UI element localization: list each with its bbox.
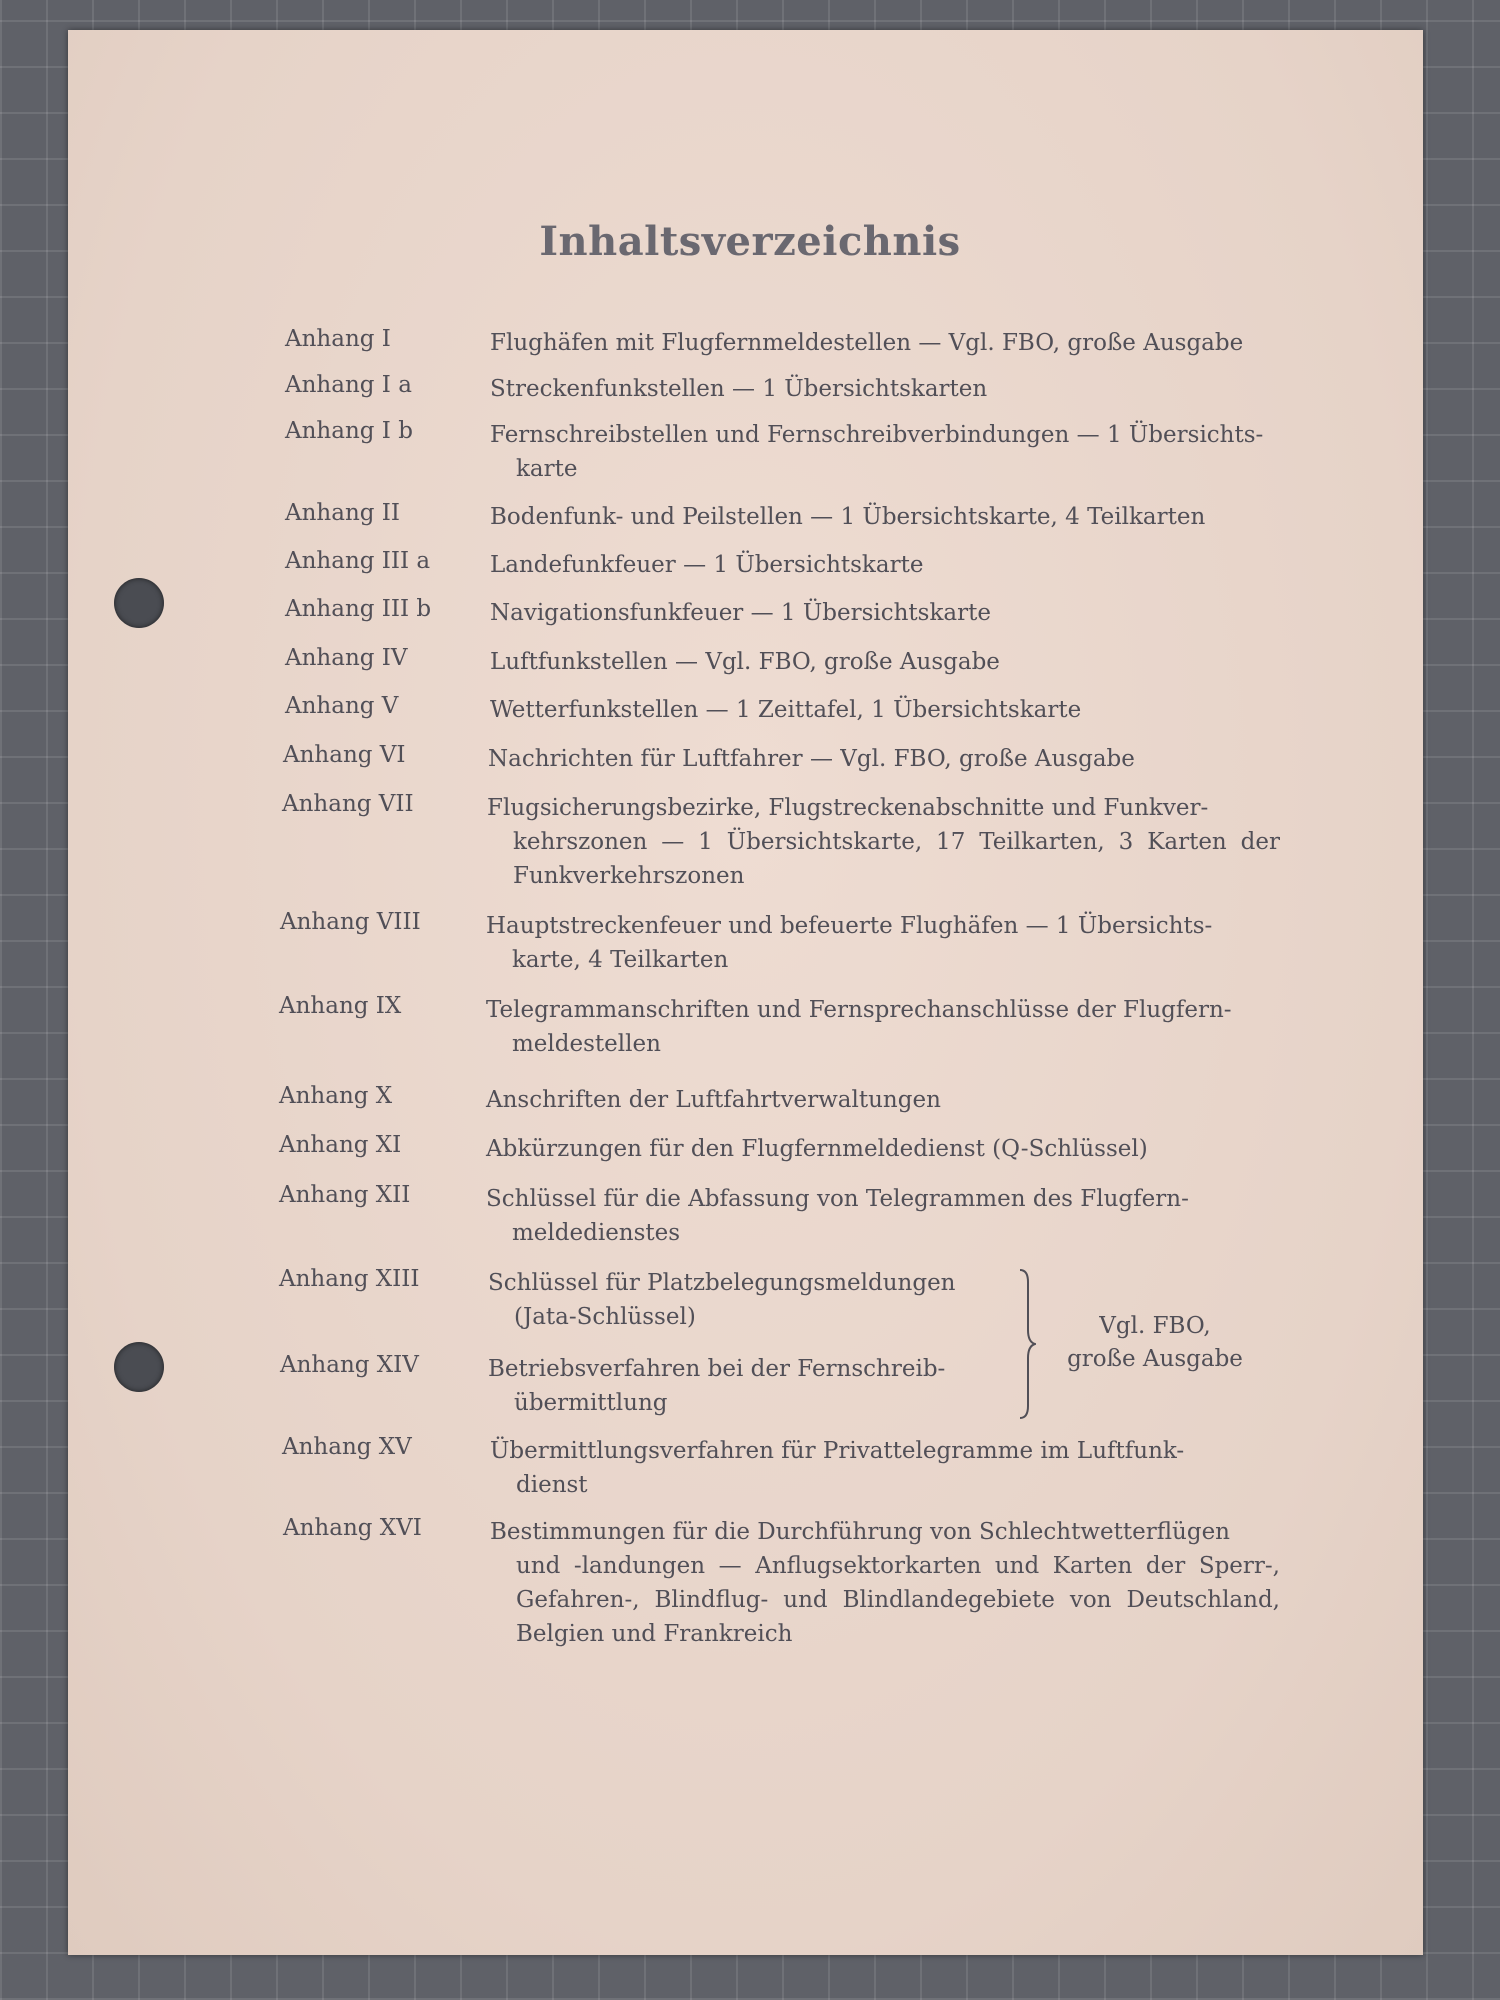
toc-label: Anhang VI xyxy=(283,742,406,768)
toc-description-continuation: und -landungen — Anflugsektorkarten und Karten der Sperr-, Gefahren-, Blindflug- und Blindlandegebiete von Deutschland, Belgien und Frankreich xyxy=(516,1553,1280,1647)
toc-description-line: Abkürzungen für den Flugfernmeldedienst (Q-Schlüssel) xyxy=(486,1136,1148,1162)
toc-label: Anhang XIII xyxy=(279,1266,420,1292)
toc-label: Anhang XV xyxy=(282,1434,412,1460)
toc-description xyxy=(490,500,1280,534)
toc-description-line: Luftfunkstellen — Vgl. FBO, große Ausgabe xyxy=(490,649,1000,675)
toc-label: Anhang XVI xyxy=(283,1515,422,1541)
toc-label: Anhang II xyxy=(285,500,400,526)
toc-description-continuation: kehrszonen — 1 Übersichtskarte, 17 Teilkarten, 3 Karten der Funkverkehrszonen xyxy=(513,829,1280,889)
toc-description-line: Navigationsfunkfeuer — 1 Übersichtskarte xyxy=(490,600,991,626)
toc-description-continuation: meldestellen xyxy=(512,1031,661,1057)
toc-description xyxy=(490,372,1280,406)
toc-label: Anhang IV xyxy=(285,645,408,671)
toc-description xyxy=(487,791,1280,893)
toc-description-continuation: dienst xyxy=(516,1472,588,1498)
toc-description-line: Betriebsverfahren bei der Fernschreib- xyxy=(488,1356,946,1382)
toc-description xyxy=(490,645,1280,679)
toc-description-continuation: karte, 4 Teilkarten xyxy=(512,947,729,973)
toc-description-continuation: (Jata-Schlüssel) xyxy=(514,1304,696,1330)
toc-description-line: Streckenfunkstellen — 1 Übersichtskarten xyxy=(490,376,988,402)
toc-description-line: Schlüssel für die Abfassung von Telegrammen des Flugfern- xyxy=(486,1186,1189,1212)
toc-description xyxy=(490,326,1280,360)
punch-hole-bottom xyxy=(114,1342,164,1392)
brace-note xyxy=(1040,1310,1270,1376)
toc-label: Anhang III b xyxy=(285,596,432,622)
toc-label: Anhang I xyxy=(285,326,391,352)
toc-description xyxy=(486,1132,1280,1166)
toc-description xyxy=(488,1266,1013,1334)
toc-description-line: Flugsicherungsbezirke, Flugstreckenabschnitte und Funkver- xyxy=(487,795,1209,821)
brace-note-line: große Ausgabe xyxy=(1067,1346,1243,1372)
toc-label: Anhang VII xyxy=(282,791,414,817)
curly-brace-icon xyxy=(1018,1268,1036,1420)
toc-description xyxy=(486,1083,1280,1117)
toc-description-line: Nachrichten für Luftfahrer — Vgl. FBO, große Ausgabe xyxy=(488,746,1135,772)
toc-description-line: Bestimmungen für die Durchführung von Schlechtwetterflügen xyxy=(490,1519,1230,1545)
toc-description-line: Wetterfunkstellen — 1 Zeittafel, 1 Übersichtskarte xyxy=(490,697,1082,723)
toc-description-line: Schlüssel für Platzbelegungsmeldungen xyxy=(488,1270,956,1296)
toc-label: Anhang XI xyxy=(279,1132,402,1158)
toc-description-continuation: karte xyxy=(516,456,578,482)
toc-description xyxy=(486,909,1280,977)
toc-description-line: Übermittlungsverfahren für Privattelegramme im Luftfunk- xyxy=(490,1438,1185,1464)
toc-description xyxy=(488,1352,1013,1420)
toc-label: Anhang XIV xyxy=(280,1352,419,1378)
toc-description-line: Fernschreibstellen und Fernschreibverbindungen — 1 Übersichts- xyxy=(490,422,1264,448)
toc-description xyxy=(486,1182,1280,1250)
toc-description-line: Hauptstreckenfeuer und befeuerte Flughäfen — 1 Übersichts- xyxy=(486,913,1213,939)
toc-label: Anhang X xyxy=(279,1083,393,1109)
toc-description-line: Landefunkfeuer — 1 Übersichtskarte xyxy=(490,552,924,578)
toc-description-line: Flughäfen mit Flugfernmeldestellen — Vgl. FBO, große Ausgabe xyxy=(490,330,1244,356)
punch-hole-top xyxy=(114,578,164,628)
toc-description xyxy=(490,1515,1280,1651)
toc-description-line: Telegrammanschriften und Fernsprechanschlüsse der Flugfern- xyxy=(486,997,1232,1023)
toc-label: Anhang XII xyxy=(279,1182,411,1208)
toc-description xyxy=(490,1434,1280,1502)
toc-description xyxy=(490,693,1280,727)
toc-description-line: Bodenfunk- und Peilstellen — 1 Übersichtskarte, 4 Teilkarten xyxy=(490,504,1206,530)
toc-description xyxy=(488,742,1280,776)
toc-label: Anhang I a xyxy=(285,372,412,398)
toc-description xyxy=(490,596,1280,630)
toc-label: Anhang IX xyxy=(279,993,402,1019)
toc-description-line: Anschriften der Luftfahrtverwaltungen xyxy=(486,1087,941,1113)
toc-label: Anhang III a xyxy=(285,548,431,574)
toc-description-continuation: meldedienstes xyxy=(512,1220,681,1246)
toc-label: Anhang VIII xyxy=(280,909,421,935)
toc-description-continuation: übermittlung xyxy=(514,1390,668,1416)
brace-note-line: Vgl. FBO, xyxy=(1099,1313,1211,1339)
page-title: Inhaltsverzeichnis xyxy=(539,218,961,265)
toc-label: Anhang V xyxy=(285,693,399,719)
toc-description xyxy=(486,993,1280,1061)
toc-description xyxy=(490,548,1280,582)
toc-description xyxy=(490,418,1280,486)
toc-label: Anhang I b xyxy=(285,418,413,444)
